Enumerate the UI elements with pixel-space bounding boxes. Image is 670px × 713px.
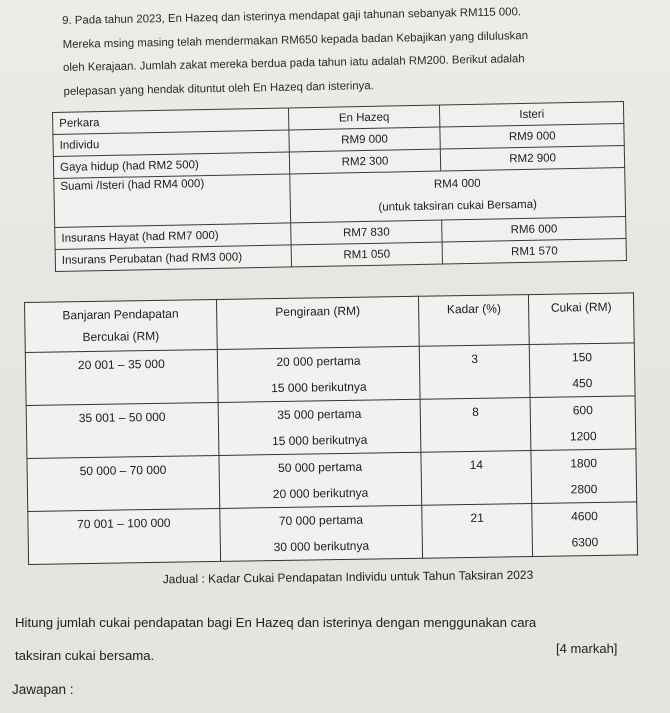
relief-item: Individu [53, 130, 289, 157]
tax-calc-next: 15 000 berikutnya [271, 379, 367, 396]
header-hazeq: En Hazeq [288, 105, 440, 130]
table-caption: Jadual : Kadar Cukai Pendapatan Individu untuk Tahun Taksiran 2023 [162, 567, 534, 587]
relief-merged-value: RM4 000 [433, 177, 481, 191]
tax-calc-first: 35 000 pertama [277, 406, 362, 423]
header-rate: Kadar (%) [419, 295, 530, 347]
header-band-line1: Banjaran Pendapatan [62, 306, 179, 323]
header-band-line2: Bercukai (RM) [82, 328, 160, 345]
tax-calc [218, 399, 421, 455]
instruction-line: Hitung jumlah cukai pendapatan bagi En Hazeq dan isterinya dengan menggunakan cara [15, 615, 537, 630]
relief-isteri: RM1 570 [442, 239, 626, 265]
header-isteri: Isteri [440, 102, 624, 128]
marks-label: [4 markah] [556, 641, 618, 656]
tax-rate: 8 [420, 398, 531, 453]
tax-calc-next: 15 000 berikutnya [271, 432, 368, 449]
tax-band: 20 001 – 35 000 [25, 349, 217, 405]
relief-isteri: RM2 900 [441, 146, 625, 172]
tax-rate: 14 [421, 451, 532, 506]
tax-first-amount: 4600 [571, 509, 598, 524]
tax-calc [219, 452, 422, 508]
tax-next-amount: 6300 [571, 535, 599, 550]
relief-hazeq: RM1 050 [291, 242, 443, 267]
question-line: oleh Kerajaan. Jumlah zakat mereka berdua pada tahun iatu adalah RM200. Berikut adalah [62, 53, 525, 74]
answer-label: Jawapan : [12, 682, 74, 697]
tax-band-row [27, 449, 637, 512]
tax-next-amount: 1200 [569, 429, 597, 444]
instruction-text [15, 606, 655, 672]
tax-calc [217, 346, 420, 402]
relief-table [52, 101, 627, 272]
question-line: Mereka msing masing telah mendermakan RM650 kepada badan Kebajikan yang diluluskan [62, 29, 529, 51]
instruction-line: taksiran cukai bersama. [15, 648, 155, 663]
tax-first-amount: 1800 [570, 456, 598, 471]
question-line: 9. Pada tahun 2023, En Hazeq dan isterinya mendapat gaji tahunan sebanyak RM115 000. [62, 6, 522, 27]
relief-merged-note: (untuk taksiran cukai Bersama) [378, 198, 538, 214]
tax-calc-first: 50 000 pertama [277, 459, 363, 476]
tax-amounts [531, 449, 637, 504]
tax-calc-first: 70 000 pertama [278, 512, 364, 529]
tax-calc-first: 20 000 pertama [276, 353, 361, 370]
tax-first-amount: 600 [572, 403, 593, 418]
relief-hazeq: RM9 000 [288, 127, 440, 152]
relief-isteri: RM6 000 [442, 217, 626, 243]
tax-amounts [530, 396, 636, 451]
tax-amounts [532, 502, 638, 557]
tax-band-row [25, 343, 635, 406]
tax-calc-next: 30 000 berikutnya [273, 538, 370, 555]
header-band [25, 299, 217, 352]
header-calc: Pengiraan (RM) [216, 296, 419, 349]
tax-band-row [26, 396, 636, 459]
tax-band: 35 001 – 50 000 [26, 402, 218, 458]
tax-first-amount: 150 [571, 350, 593, 365]
header-perkara: Perkara [53, 108, 289, 135]
tax-amounts [529, 343, 635, 398]
tax-band: 50 000 – 70 000 [27, 455, 219, 511]
relief-item: Insurans Perubatan (had RM3 000) [55, 245, 291, 272]
header-tax: Cukai (RM) [529, 293, 635, 345]
relief-item: Insurans Hayat (had RM7 000) [55, 223, 291, 250]
question-line: pelepasan yang hendak dituntut oleh En Hazeq dan isterinya. [63, 79, 374, 98]
tax-band: 70 001 – 100 000 [28, 508, 220, 564]
tax-rate: 3 [420, 345, 531, 400]
relief-isteri: RM9 000 [440, 124, 624, 150]
tax-rate-table [24, 292, 638, 565]
relief-hazeq: RM7 830 [290, 220, 442, 245]
tax-calc [219, 505, 422, 561]
tax-calc-next: 20 000 berikutnya [272, 485, 369, 502]
relief-merged-cell [289, 168, 625, 223]
relief-item: Gaya hidup (had RM2 500) [53, 152, 289, 179]
relief-item: Suami /Isteri (had RM4 000) [54, 174, 290, 228]
tax-next-amount: 2800 [570, 482, 598, 497]
tax-band-row [28, 502, 638, 565]
relief-hazeq: RM2 300 [289, 149, 441, 174]
question-text [62, 0, 659, 104]
tax-rate: 21 [422, 504, 533, 559]
tax-next-amount: 450 [572, 376, 593, 391]
